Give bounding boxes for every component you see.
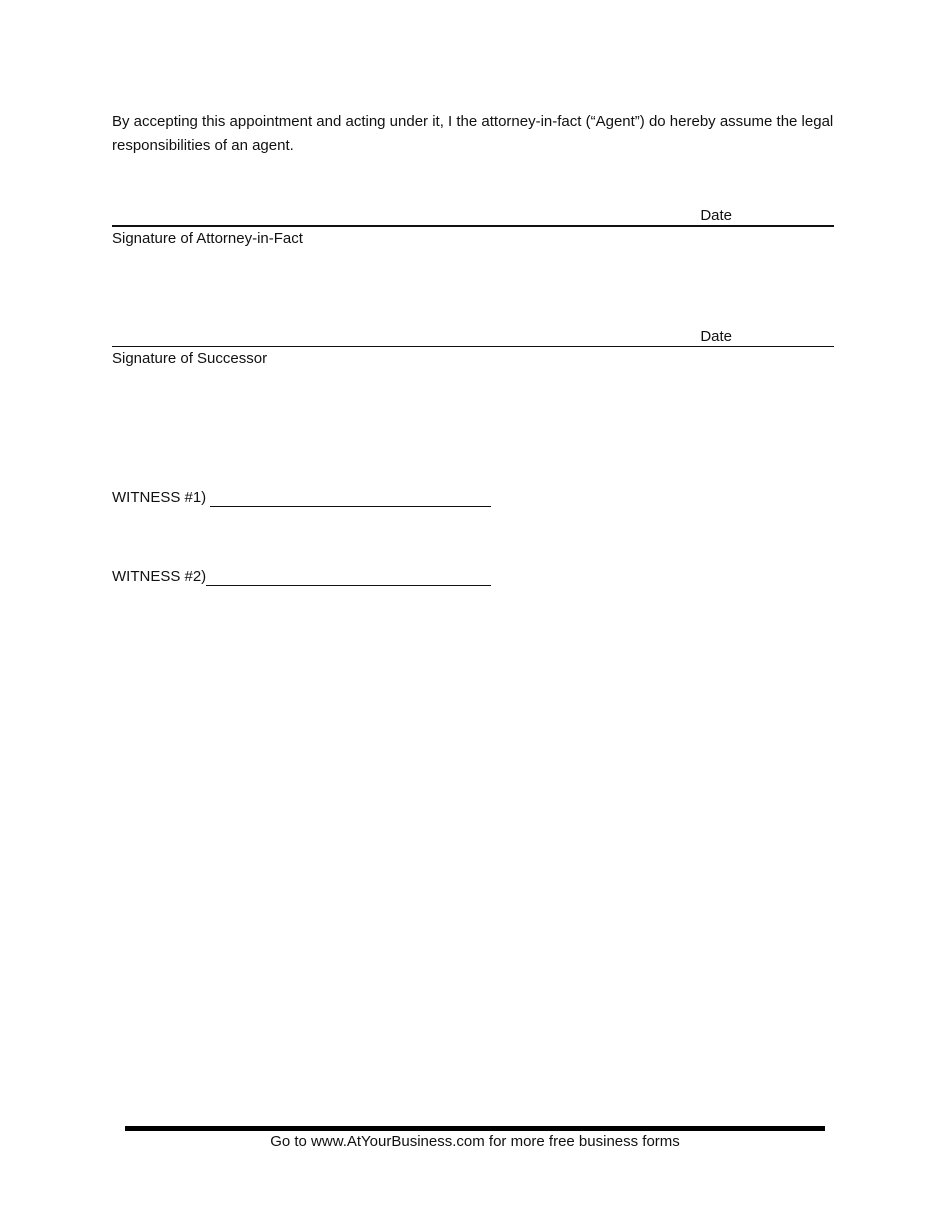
footer-text: Go to www.AtYourBusiness.com for more free business forms bbox=[270, 1133, 680, 1150]
witness-1-signature-line[interactable] bbox=[210, 488, 491, 507]
witness-1-label: WITNESS #1) bbox=[112, 489, 211, 506]
witness-2-row bbox=[112, 564, 491, 586]
attorney-signature-caption: Signature of Attorney-in-Fact bbox=[112, 230, 303, 247]
attorney-signature-row bbox=[112, 203, 834, 227]
intro-paragraph: By accepting this appointment and acting under it, I the attorney-in-fact (“Agent”) do hereby assume the legal responsibilities of an agent. bbox=[112, 113, 834, 154]
successor-signature-row bbox=[112, 323, 834, 347]
attorney-signature-block bbox=[112, 203, 834, 248]
attorney-date-line[interactable] bbox=[733, 207, 834, 227]
successor-date-line[interactable] bbox=[733, 328, 834, 347]
successor-signature-block bbox=[112, 323, 834, 368]
witness-2-signature-line[interactable] bbox=[206, 567, 491, 586]
successor-signature-line[interactable] bbox=[112, 328, 699, 347]
footer-divider bbox=[125, 1126, 825, 1131]
attorney-signature-line[interactable] bbox=[112, 207, 699, 227]
attorney-date-label: Date bbox=[699, 207, 733, 227]
witness-1-row bbox=[112, 485, 491, 507]
successor-signature-caption: Signature of Successor bbox=[112, 350, 268, 367]
witness-2-label: WITNESS #2) bbox=[112, 568, 207, 585]
successor-date-label: Date bbox=[700, 328, 732, 345]
